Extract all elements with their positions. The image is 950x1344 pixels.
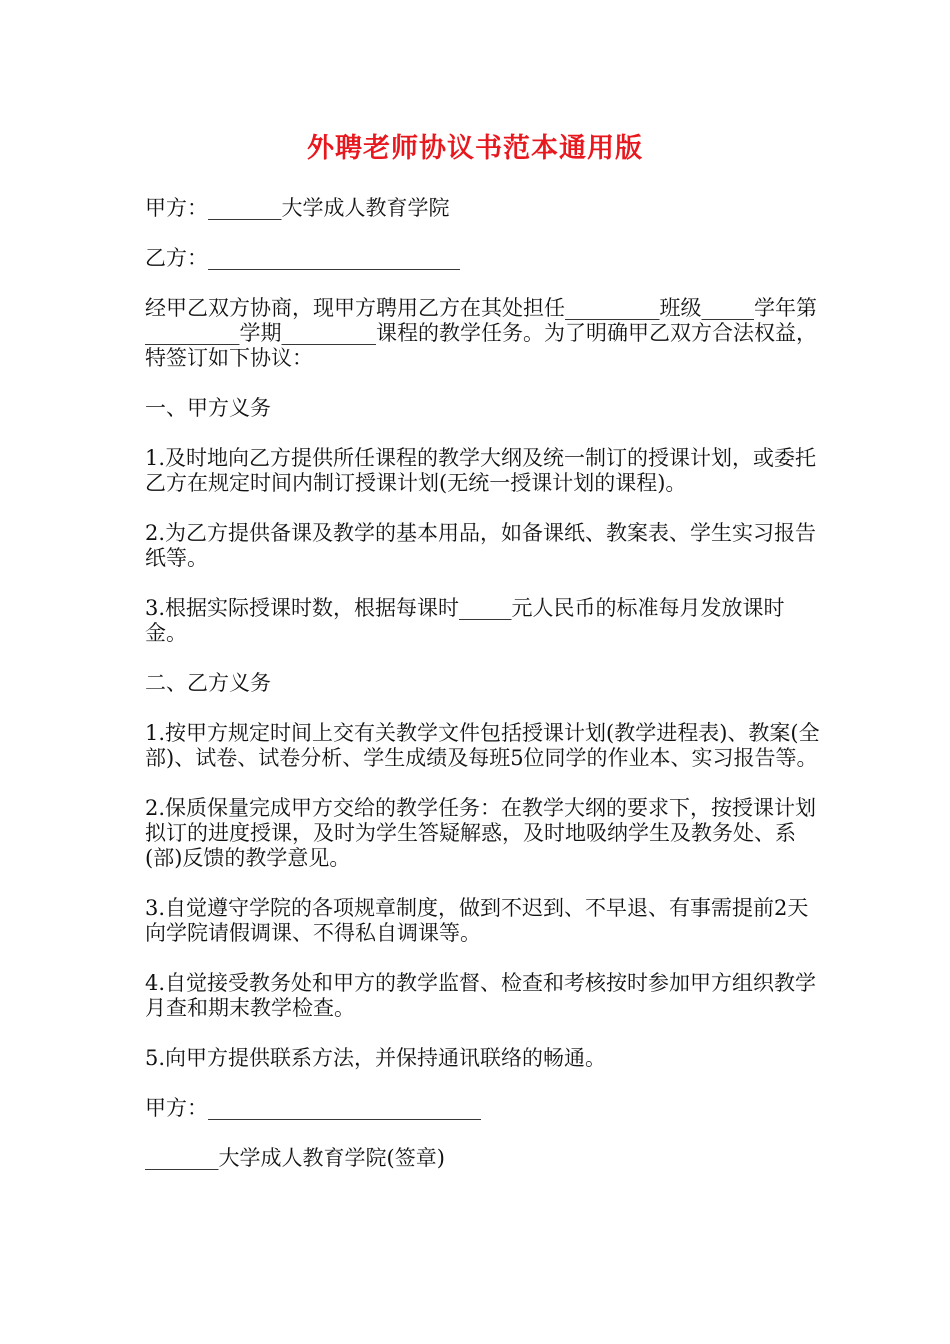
section-2-item-4: 4.自觉接受教务处和甲方的教学监督、检查和考核按时参加甲方组织教学月查和期末教学检查。 xyxy=(145,971,817,1020)
section-2-item-1: 1.按甲方规定时间上交有关教学文件包括授课计划(教学进程表)、教案(全部)、试卷、试卷分析、学生成绩及每班5位同学的作业本、实习报告等。 xyxy=(145,721,820,770)
party-b-line: 乙方：________________________ xyxy=(145,246,460,270)
document-body xyxy=(145,196,825,1196)
party-a-line: 甲方：_______大学成人教育学院 xyxy=(145,196,450,220)
section-1-heading: 一、甲方义务 xyxy=(145,396,271,420)
section-1-item-1: 1.及时地向乙方提供所任课程的教学大纲及统一制订的授课计划，或委托乙方在规定时间内制订授课计划(无统一授课计划的课程)。 xyxy=(145,446,817,495)
signature-seal-line: _______大学成人教育学院(签章) xyxy=(145,1146,445,1170)
section-1-item-2: 2.为乙方提供备课及教学的基本用品，如备课纸、教案表、学生实习报告纸等。 xyxy=(145,521,817,570)
section-1-item-3: 3.根据实际授课时数，根据每课时_____元人民币的标准每月发放课时金。 xyxy=(145,596,785,645)
section-2-item-5: 5.向甲方提供联系方法，并保持通讯联络的畅通。 xyxy=(145,1046,607,1070)
signature-party-a-line: 甲方：__________________________ xyxy=(145,1096,481,1120)
section-2-item-2: 2.保质保量完成甲方交给的教学任务：在教学大纲的要求下，按授课计划拟订的进度授课，及时为学生答疑解惑，及时地吸纳学生及教务处、系(部)反馈的教学意见。 xyxy=(145,796,817,870)
section-2-heading: 二、乙方义务 xyxy=(145,671,271,695)
document-title: 外聘老师协议书范本通用版 xyxy=(307,133,643,164)
section-2-item-3: 3.自觉遵守学院的各项规章制度，做到不迟到、不早退、有事需提前2天向学院请假调课、不得私自调课等。 xyxy=(145,896,809,945)
intro-paragraph: 经甲乙双方协商，现甲方聘用乙方在其处担任_________班级_____学年第_________学期_________课程的教学任务。为了明确甲乙双方合法权益，特签订如下协议： xyxy=(145,296,817,370)
